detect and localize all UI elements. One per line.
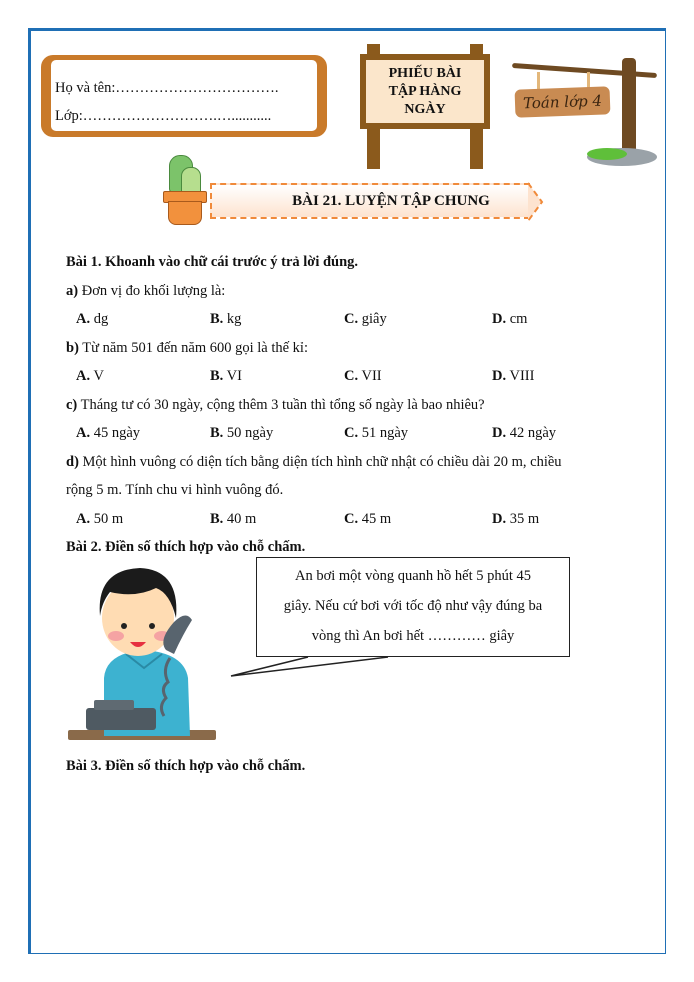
grass-icon: [587, 148, 657, 166]
option-b-A[interactable]: A. V: [76, 368, 104, 384]
boy-on-phone-illustration: [66, 558, 222, 748]
bubble-line: giây. Nếu cứ bơi với tốc độ như vậy đúng ba: [283, 598, 543, 614]
bai1-title: Bài 1. Khoanh vào chữ cái trước ý trả lời đúng.: [66, 254, 359, 270]
options-d: [66, 505, 646, 534]
option-d-B[interactable]: B. 40 m: [210, 510, 257, 527]
sign-line: TẬP HÀNG: [388, 84, 462, 99]
question-d-cont: rộng 5 m. Tính chu vi hình vuông đó.: [66, 482, 284, 498]
cactus-icon: [163, 155, 205, 225]
option-c-D[interactable]: D. 42 ngày: [492, 425, 557, 441]
options-a: [66, 305, 646, 334]
subject-tag: Toán lớp 4: [515, 86, 611, 117]
lesson-title-banner: [210, 183, 530, 219]
student-info-box: [41, 55, 327, 137]
bai2-title: Bài 2. Điền số thích hợp vào chỗ chấm.: [66, 539, 306, 555]
class-field-label[interactable]: Lớp:……………………….…...........: [55, 108, 272, 124]
lesson-title: BÀI 21. LUYỆN TẬP CHUNG: [292, 193, 490, 209]
bubble-line: An bơi một vòng quanh hồ hết 5 phút 45: [294, 568, 532, 584]
question-b: b) Từ năm 501 đến năm 600 gọi là thế kỉ:: [66, 339, 308, 356]
options-b: [66, 362, 646, 391]
option-d-C[interactable]: C. 45 m: [344, 510, 392, 527]
rope-icon: [537, 72, 540, 90]
sign-board: [360, 54, 490, 129]
option-a-B[interactable]: B. kg: [210, 311, 242, 327]
option-b-D[interactable]: D. VIII: [492, 368, 535, 384]
option-d-D[interactable]: D. 35 m: [492, 510, 540, 527]
worksheet-content: [66, 248, 646, 562]
option-d-A[interactable]: A. 50 m: [76, 510, 124, 527]
worksheet-signboard: [355, 44, 495, 169]
question-a: a) Đơn vị đo khối lượng là:: [66, 282, 226, 299]
option-a-D[interactable]: D. cm: [492, 311, 528, 327]
option-a-C[interactable]: C. giây: [344, 311, 387, 327]
speech-bubble: [256, 557, 570, 657]
bubble-line[interactable]: vòng thì An bơi hết ………… giây: [311, 628, 515, 644]
option-c-B[interactable]: B. 50 ngày: [210, 425, 274, 441]
tree-trunk-icon: [622, 58, 636, 158]
banner-arrow-icon: [528, 182, 544, 222]
option-c-A[interactable]: A. 45 ngày: [76, 425, 141, 441]
options-c: [66, 419, 646, 448]
option-a-A[interactable]: A. dg: [76, 311, 109, 327]
sign-line: PHIẾU BÀI: [388, 66, 462, 81]
option-b-B[interactable]: B. VI: [210, 368, 242, 384]
option-c-C[interactable]: C. 51 ngày: [344, 425, 409, 441]
question-d: d) Một hình vuông có diện tích bằng diện tích hình chữ nhật có chiều dài 20 m, chiều: [66, 453, 562, 470]
sign-line: NGÀY: [404, 102, 446, 117]
question-c: c) Tháng tư có 30 ngày, cộng thêm 3 tuần thì tổng số ngày là bao nhiêu?: [66, 396, 485, 413]
option-b-C[interactable]: C. VII: [344, 368, 382, 384]
bai3-title: Bài 3. Điền số thích hợp vào chỗ chấm.: [66, 758, 306, 774]
hanging-sign-illustration: [512, 58, 662, 173]
name-field-label[interactable]: Họ và tên:…………………………….: [55, 80, 279, 96]
